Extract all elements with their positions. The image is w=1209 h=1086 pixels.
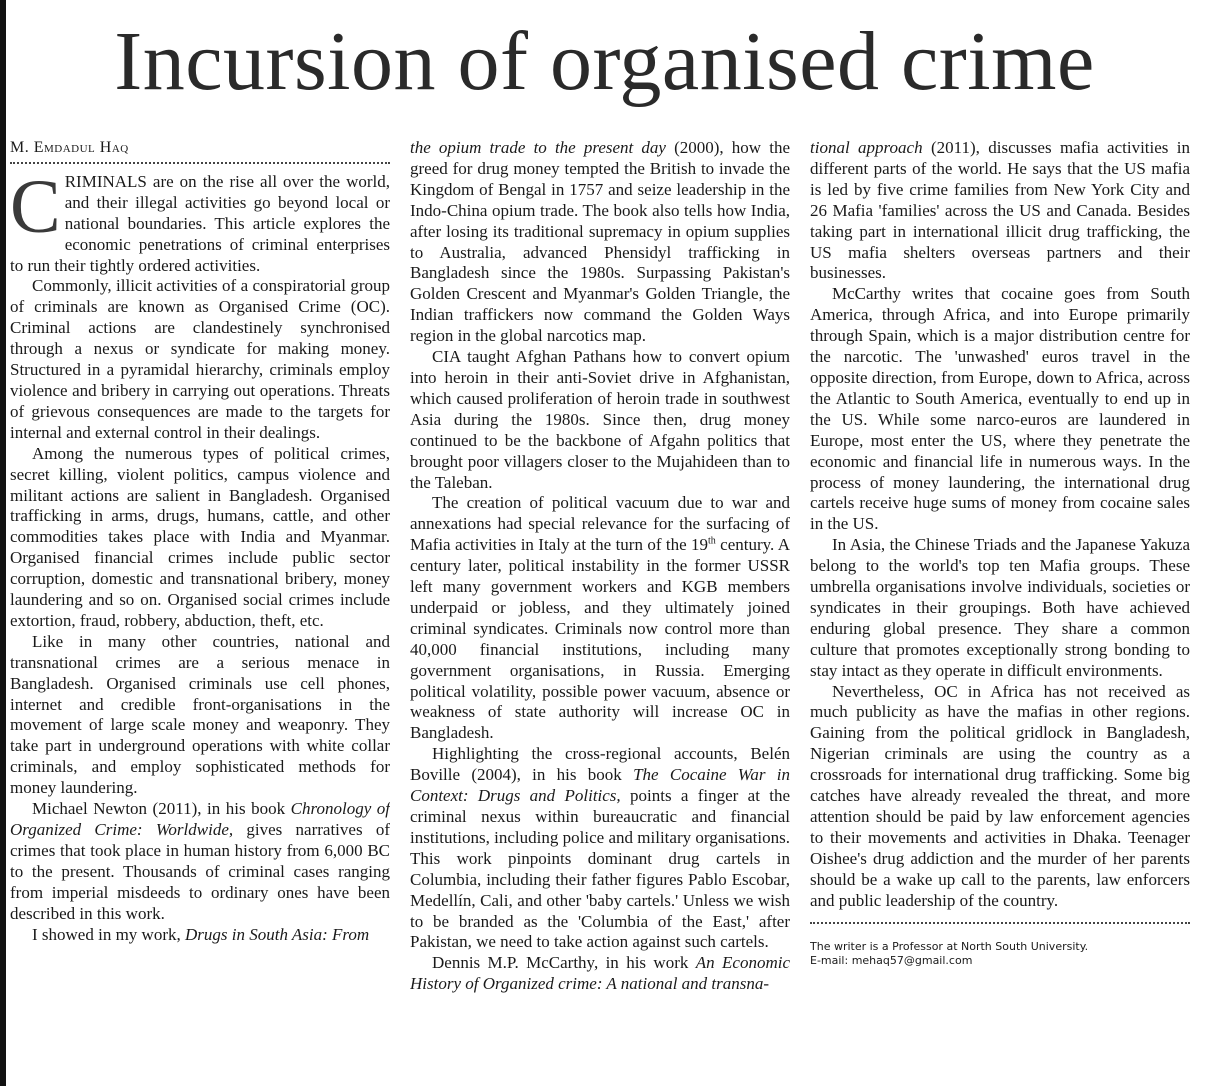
article-column-2 — [410, 138, 790, 1082]
drop-cap: C — [10, 164, 61, 249]
book-title: An Economic History of Organized crime: A national and transna- — [410, 953, 790, 994]
author-note: The writer is a Professor at North South University. — [810, 939, 1089, 953]
paragraph: CRIMINALS are on the rise all over the world, and their illegal activities go beyond local or national boundaries. This article explores the economic penetrations of criminal enterprises to run their tightly ordered activities. — [10, 164, 390, 275]
paragraph: the opium trade to the present day (2000), how the greed for drug money tempted the British to invade the Kingdom of Bengal in 1757 and seize leadership in the Indo-China opium trade. The book also tells how India, after losing its traditional supremacy in opium supplies to Australia, advanced Phensidyl trafficking in Bangladesh since the 1980s. Surpassing Pakistan's Golden Crescent and Myanmar's Golden Triangle, the Indian traffickers now command the Golden Ways region in the global narcotics map. — [410, 138, 790, 346]
article-column-3 — [810, 138, 1190, 1082]
book-title: The Cocaine War in Context: Drugs and Politics, — [410, 765, 790, 806]
paragraph: I showed in my work, Drugs in South Asia: From — [32, 924, 370, 944]
article-column-1 — [10, 138, 390, 1082]
paragraph: The creation of political vacuum due to war and annexations had special relevance for the surfacing of Mafia activities in Italy at the turn of the 19th century. A century later, political instability in the former USSR left many government workers and KGB members underpaid or jobless, and they ultimately joined criminal syndicates. Criminals now control more than 40,000 financial institutions, including many government organisations, in Russia. Emerging political volatility, possible power vacuum, absence or weakness of state authority will increase OC in Bangladesh. — [410, 493, 790, 743]
book-title: tional approach — [810, 138, 923, 157]
book-title: the opium trade to the present day — [410, 138, 666, 157]
paragraph: Dennis M.P. McCarthy, in his work An Economic History of Organized crime: A national and transna- — [410, 953, 790, 994]
paragraph: Nevertheless, OC in Africa has not received as much publicity as have the mafias in other regions. Gaining from the political gridlock in Bangladesh, Nigerian criminals are using the country as a crossroads for international drug trafficking. Some big catches have already revealed the threat, and more attention should be paid by law enforcement agencies to their movements and activities in Dhaka. Teenager Oishee's drug addiction and the murder of her parents should be a wake up call to the parents, law enforcers and public leadership of the country. — [810, 681, 1190, 910]
paragraph: CIA taught Afghan Pathans how to convert opium into heroin in their anti-Soviet drive in Afghanistan, which caused proliferation of heroin trade in southwest Asia during the 1980s. Since then, drug money continued to be the backbone of Afgahn politics that brought poor villagers closer to the Mujahideen than to the Taleban. — [410, 347, 790, 492]
paragraph: Highlighting the cross-regional accounts, Belén Boville (2004), in his book The Cocaine War in Context: Drugs and Politics, points a finger at the criminal nexus within bureaucratic and financial institutions, including police and military organisations. This work pinpoints dominant drug cartels in Columbia, including their father figures Pablo Escobar, Medellín, Cali, and other 'baby cartels.' Unless we wish to be branded as the 'Columbia of the East,' after Pakistan, we need to take action against such cartels. — [410, 744, 790, 952]
headline: Incursion of organised crime — [114, 15, 1095, 108]
author-email: E-mail: mehaq57@gmail.com — [810, 953, 973, 967]
paragraph: Commonly, illicit activities of a conspiratorial group of criminals are known as Organised Crime (OC). Criminal actions are clandestinely synchronised through a nexus or syndicate for making money. Structured in a pyramidal hierarchy, criminals employ violence and bribery in carrying out operations. Threats of grievous consequences are made to the targets for internal and external control in their dealings. — [10, 276, 390, 442]
paragraph: In Asia, the Chinese Triads and the Japanese Yakuza belong to the world's top ten Mafia groups. These umbrella organisations involve individuals, societies or syndicates in their groupings. Both have achieved enduring global presence. They share a common culture that promotes exceptionally strong bonding to stay intact as they operate in difficult environments. — [810, 535, 1190, 680]
paragraph: Like in many other countries, national and transnational crimes are a serious menace in Bangladesh. Organised criminals use cell phones, internet and credible front-organisations in the movement of large scale money and weaponry. They take part in underground operations with white collar criminals, and employ sophisticated methods for money laundering. — [10, 631, 390, 798]
divider — [810, 922, 1190, 924]
book-title: Drugs in South Asia: From — [184, 924, 370, 944]
paragraph: McCarthy writes that cocaine goes from South America, through Africa, and into Europe primarily through Spain, which is a major distribution centre for the narcotic. The 'unwashed' euros travel in the opposite direction, from Europe, down to Africa, across the Atlantic to South America, eventually to end up in the US. While some narco-euros are laundered in Europe, most enter the US, where they penetrate the economic and financial life in numerous ways. In the process of money laundering, the international drug cartels receive huge sums of money from cocaine sales in the US. — [810, 284, 1190, 534]
left-edge-bar — [0, 0, 6, 1086]
book-title: Chronology of Organized Crime: Worldwide, — [10, 799, 390, 839]
paragraph: tional approach (2011), discusses mafia activities in different parts of the world. He says that the US mafia is led by five crime families from New York City and 26 Mafia 'families' across the US and Canada. Besides taking part in international illicit drug trafficking, the US mafia shelters overseas partners and their businesses. — [810, 138, 1190, 283]
byline: M. Emdadul Haq — [10, 138, 390, 164]
paragraph: Michael Newton (2011), in his book Chronology of Organized Crime: Worldwide, gives narratives of crimes that took place in human history from 6,000 BC to the present. Thousands of criminal cases ranging from imperial misdeeds to ordinary ones have been described in this work. — [10, 799, 390, 923]
paragraph: Among the numerous types of political crimes, secret killing, violent politics, campus violence and militant actions are salient in Bangladesh. Organised trafficking in arms, drugs, humans, cattle, and other commodities takes place with India and Myanmar. Organised financial crimes include public sector corruption, domestic and transnational bribery, money laundering and so on. Organised social crimes include extortion, fraud, robbery, abduction, theft, etc. — [10, 443, 390, 630]
